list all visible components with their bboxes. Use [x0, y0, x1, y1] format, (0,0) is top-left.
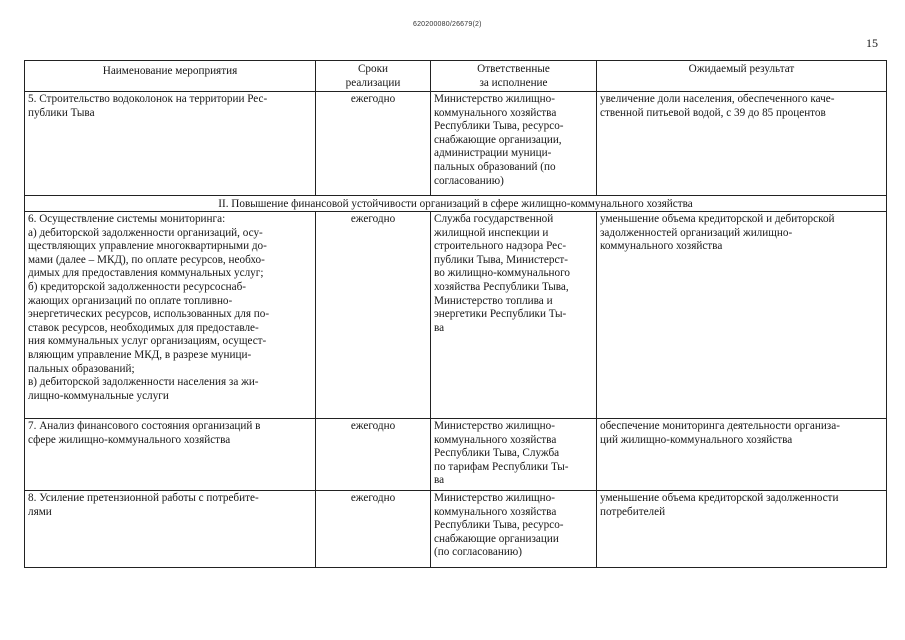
table-row — [25, 491, 887, 568]
measure-name: 6. Осуществление системы мониторинга: а) дебиторской задолженности организаций, осу- ществляющих управление многоквартирными до- мами (далее – МКД), по оплате ресурсов, необхо- димых для предоставления коммунальных услуг; б) кредиторской задолженности ресурсоснаб- жающих организаций по оплате топливно- энергетических ресурсов, использованных для по- ставок ресурсов, необходимых для предоставле- ния коммунальных услуг организациям, осущест- вляющим управление МКД, в разрезе муници- пальных образований; в) дебиторской задолженности населения за жи- лищно-коммунальные услуги — [25, 212, 316, 419]
measure-responsible: Министерство жилищно- коммунального хозяйства Республики Тыва, ресурсо- снабжающие организации, администрации муници- пальных образований (по согласованию) — [431, 92, 597, 196]
column-header-responsible: Ответственные за исполнение — [431, 61, 597, 92]
measure-name: 8. Усиление претензионной работы с потребите- лями — [25, 491, 316, 568]
measure-result: увеличение доли населения, обеспеченного каче- ственной питьевой водой, с 39 до 85 процентов — [597, 92, 887, 196]
measure-result: обеспечение мониторинга деятельности организа- ций жилищно-коммунального хозяйства — [597, 419, 887, 491]
measure-name: 5. Строительство водоколонок на территории Рес- публики Тыва — [25, 92, 316, 196]
document-id: 620200080/26679(2) — [413, 21, 482, 28]
measure-period: ежегодно — [316, 419, 431, 491]
page-number: 15 — [866, 36, 878, 50]
measure-period: ежегодно — [316, 92, 431, 196]
table-row — [25, 419, 887, 491]
section-title: II. Повышение финансовой устойчивости организаций в сфере жилищно-коммунального хозяйства — [25, 196, 887, 212]
section-header-row — [25, 196, 887, 212]
measure-responsible: Министерство жилищно- коммунального хозяйства Республики Тыва, Служба по тарифам Республики Ты- ва — [431, 419, 597, 491]
measure-responsible: Министерство жилищно- коммунального хозяйства Республики Тыва, ресурсо- снабжающие организации (по согласованию) — [431, 491, 597, 568]
column-header-result: Ожидаемый результат — [597, 61, 887, 92]
measures-table — [24, 60, 887, 568]
column-header-period: Сроки реализации — [316, 61, 431, 92]
table-row — [25, 212, 887, 419]
measure-responsible: Служба государственной жилищной инспекции и строительного надзора Рес- публики Тыва, Министерст- во жилищно-коммунального хозяйства Республики Тыва, Министерство топлива и энергетики Республики Ты- ва — [431, 212, 597, 419]
column-header-name: Наименование мероприятия — [25, 61, 316, 92]
table-header-row — [25, 61, 887, 92]
measure-name: 7. Анализ финансового состояния организаций в сфере жилищно-коммунального хозяйства — [25, 419, 316, 491]
measure-result: уменьшение объема кредиторской и дебиторской задолженностей организаций жилищно- коммунального хозяйства — [597, 212, 887, 419]
measure-period: ежегодно — [316, 491, 431, 568]
measure-result: уменьшение объема кредиторской задолженности потребителей — [597, 491, 887, 568]
table-row — [25, 92, 887, 196]
measure-period: ежегодно — [316, 212, 431, 419]
